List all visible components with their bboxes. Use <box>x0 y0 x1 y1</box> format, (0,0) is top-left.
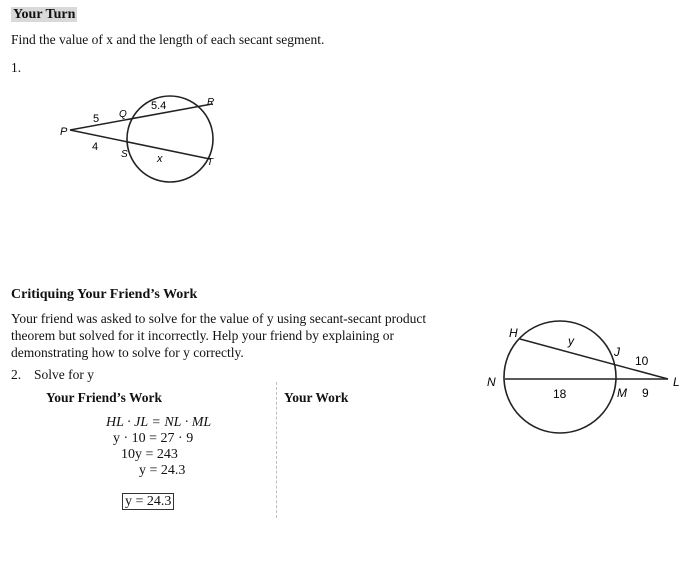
label-r: R <box>207 97 215 108</box>
value-pq: 5 <box>93 113 100 125</box>
problem-2-text: Solve for y <box>34 367 94 382</box>
label-s: S <box>121 149 128 160</box>
work-line-4: y = 24.3 <box>139 463 186 478</box>
label-m: M <box>617 386 627 400</box>
work-line-3: 10y = 243 <box>121 447 178 462</box>
label-9: 9 <box>642 386 649 400</box>
label-n: N <box>487 375 496 389</box>
label-q: Q <box>119 109 127 120</box>
circle-2 <box>504 321 616 433</box>
work-line-1: HL · JL = NL · ML <box>106 415 212 430</box>
critique-heading: Critiquing Your Friend’s Work <box>11 287 198 302</box>
value-ps: 4 <box>92 141 99 153</box>
label-t: T <box>207 157 214 168</box>
paragraph-line: theorem but solved for it incorrectly. Help your friend by explaining or <box>11 328 395 343</box>
problem-2-number: 2. <box>11 367 22 382</box>
your-work-title: Your Work <box>284 390 349 405</box>
label-j: J <box>614 345 620 359</box>
instruction-text: Find the value of x and the length of each secant segment. <box>11 32 325 47</box>
label-p: P <box>60 126 68 138</box>
paragraph-line: demonstrating how to solve for y correctly. <box>11 345 244 360</box>
friends-work-title: Your Friend’s Work <box>46 390 163 405</box>
label-18: 18 <box>553 387 567 401</box>
label-l: L <box>673 375 680 389</box>
your-turn-heading: Your Turn <box>13 7 76 22</box>
label-h: H <box>509 326 518 340</box>
problem-1-number: 1. <box>11 60 22 75</box>
paragraph-line: Your friend was asked to solve for the value of y using secant-secant product <box>11 311 427 326</box>
work-line-2: y · 10 = 27 · 9 <box>113 431 194 446</box>
value-st: x <box>157 153 163 165</box>
label-10: 10 <box>635 354 649 368</box>
value-qr: 5.4 <box>151 100 167 112</box>
final-answer-box: y = 24.3 <box>122 493 174 510</box>
label-y: y <box>568 334 574 348</box>
